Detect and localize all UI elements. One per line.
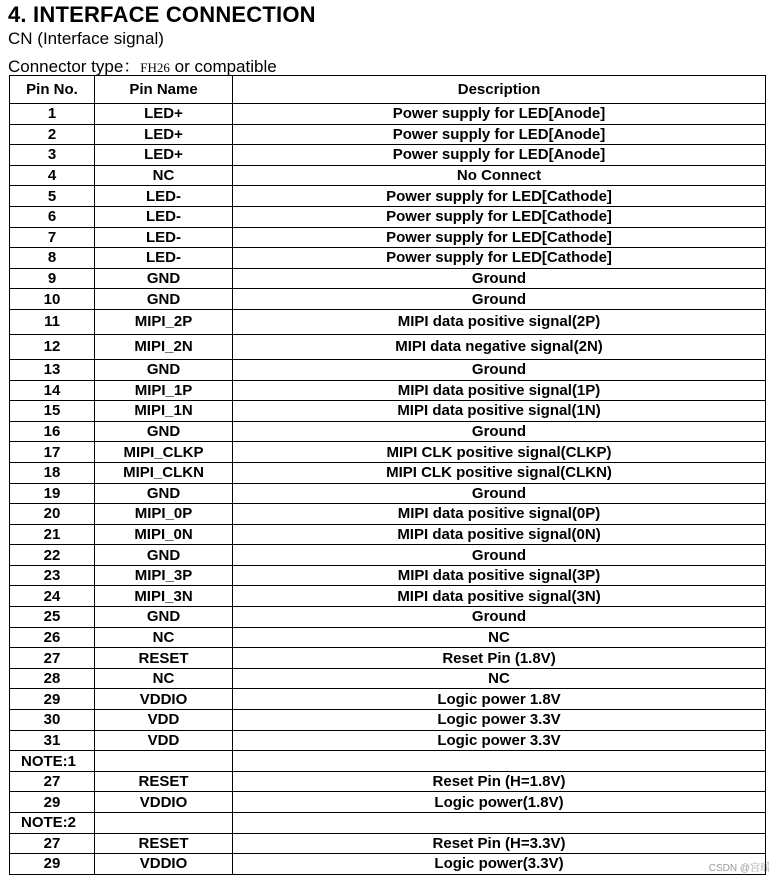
connector-type-label: Connector type： bbox=[8, 57, 141, 76]
pin-name-cell: RESET bbox=[95, 833, 233, 854]
description-cell: Power supply for LED[Cathode] bbox=[233, 227, 766, 248]
pin-number-cell: 7 bbox=[10, 227, 95, 248]
connector-type-suffix: or compatible bbox=[169, 57, 277, 76]
description-cell: Ground bbox=[233, 545, 766, 566]
pin-number-cell: 10 bbox=[10, 289, 95, 310]
table-row bbox=[10, 607, 766, 628]
pin-name-cell: LED+ bbox=[95, 124, 233, 145]
header-pin-name: Pin Name bbox=[95, 76, 233, 104]
description-cell: No Connect bbox=[233, 165, 766, 186]
pin-number-cell: 21 bbox=[10, 524, 95, 545]
table-row bbox=[10, 104, 766, 125]
pin-name-cell: GND bbox=[95, 268, 233, 289]
table-row bbox=[10, 309, 766, 334]
description-cell: NC bbox=[233, 627, 766, 648]
pin-number-cell: 14 bbox=[10, 380, 95, 401]
table-row bbox=[10, 833, 766, 854]
pin-name-cell: MIPI_2P bbox=[95, 309, 233, 334]
note-row bbox=[10, 813, 766, 834]
pin-name-cell: LED- bbox=[95, 186, 233, 207]
pin-name-cell: VDD bbox=[95, 710, 233, 731]
description-cell: Logic power 1.8V bbox=[233, 689, 766, 710]
pin-name-cell: GND bbox=[95, 545, 233, 566]
table-row bbox=[10, 648, 766, 669]
table-row bbox=[10, 289, 766, 310]
pin-name-cell: MIPI_1P bbox=[95, 380, 233, 401]
pin-number-cell: 1 bbox=[10, 104, 95, 125]
table-row bbox=[10, 401, 766, 422]
description-cell: Power supply for LED[Cathode] bbox=[233, 186, 766, 207]
description-cell: MIPI data positive signal(2P) bbox=[233, 309, 766, 334]
pin-number-cell: 19 bbox=[10, 483, 95, 504]
pin-name-cell: VDDIO bbox=[95, 854, 233, 875]
pin-name-cell: MIPI_0P bbox=[95, 504, 233, 525]
table-row bbox=[10, 268, 766, 289]
description-cell: Logic power(3.3V) bbox=[233, 854, 766, 875]
pin-name-cell: LED- bbox=[95, 248, 233, 269]
pin-name-cell: NC bbox=[95, 165, 233, 186]
note-row bbox=[10, 751, 766, 772]
pin-name-cell: LED- bbox=[95, 206, 233, 227]
description-cell: MIPI CLK positive signal(CLKP) bbox=[233, 442, 766, 463]
pin-number-cell: 16 bbox=[10, 421, 95, 442]
description-cell: MIPI data positive signal(0P) bbox=[233, 504, 766, 525]
description-cell: Ground bbox=[233, 359, 766, 380]
watermark: CSDN @宫瑶 bbox=[708, 863, 770, 874]
table-row bbox=[10, 730, 766, 751]
description-cell: Ground bbox=[233, 268, 766, 289]
pin-number-cell: 29 bbox=[10, 689, 95, 710]
table-row bbox=[10, 359, 766, 380]
note-empty-cell bbox=[95, 813, 233, 834]
description-cell: Ground bbox=[233, 483, 766, 504]
pin-name-cell: MIPI_1N bbox=[95, 401, 233, 422]
table-row bbox=[10, 689, 766, 710]
pin-name-cell: VDD bbox=[95, 730, 233, 751]
description-cell: Ground bbox=[233, 289, 766, 310]
pin-name-cell: MIPI_3N bbox=[95, 586, 233, 607]
description-cell: MIPI CLK positive signal(CLKN) bbox=[233, 462, 766, 483]
table-row bbox=[10, 792, 766, 813]
pin-number-cell: 4 bbox=[10, 165, 95, 186]
description-cell: MIPI data negative signal(2N) bbox=[233, 334, 766, 359]
description-cell: Logic power 3.3V bbox=[233, 730, 766, 751]
description-cell: Ground bbox=[233, 607, 766, 628]
table-row bbox=[10, 145, 766, 166]
pin-name-cell: RESET bbox=[95, 771, 233, 792]
description-cell: MIPI data positive signal(1N) bbox=[233, 401, 766, 422]
pin-number-cell: 8 bbox=[10, 248, 95, 269]
pin-number-cell: 6 bbox=[10, 206, 95, 227]
table-row bbox=[10, 854, 766, 875]
table-row bbox=[10, 124, 766, 145]
description-cell: Power supply for LED[Anode] bbox=[233, 124, 766, 145]
description-cell: MIPI data positive signal(3N) bbox=[233, 586, 766, 607]
pin-name-cell: MIPI_0N bbox=[95, 524, 233, 545]
pin-name-cell: NC bbox=[95, 668, 233, 689]
pin-number-cell: 17 bbox=[10, 442, 95, 463]
description-cell: MIPI data positive signal(3P) bbox=[233, 565, 766, 586]
pin-number-cell: 15 bbox=[10, 401, 95, 422]
table-row bbox=[10, 165, 766, 186]
pin-table bbox=[9, 75, 766, 875]
table-row bbox=[10, 380, 766, 401]
pin-name-cell: NC bbox=[95, 627, 233, 648]
pin-name-cell: GND bbox=[95, 421, 233, 442]
pin-number-cell: 29 bbox=[10, 792, 95, 813]
table-row bbox=[10, 627, 766, 648]
table-row bbox=[10, 186, 766, 207]
pin-number-cell: 28 bbox=[10, 668, 95, 689]
description-cell: Power supply for LED[Cathode] bbox=[233, 248, 766, 269]
pin-name-cell: GND bbox=[95, 483, 233, 504]
pin-name-cell: LED+ bbox=[95, 145, 233, 166]
table-row bbox=[10, 565, 766, 586]
pin-number-cell: 26 bbox=[10, 627, 95, 648]
table-row bbox=[10, 421, 766, 442]
pin-number-cell: 18 bbox=[10, 462, 95, 483]
note-empty-cell bbox=[95, 751, 233, 772]
pin-name-cell: GND bbox=[95, 289, 233, 310]
description-cell: Ground bbox=[233, 421, 766, 442]
pin-number-cell: 25 bbox=[10, 607, 95, 628]
table-row bbox=[10, 227, 766, 248]
description-cell: Reset Pin (H=1.8V) bbox=[233, 771, 766, 792]
table-row bbox=[10, 504, 766, 525]
pin-number-cell: 13 bbox=[10, 359, 95, 380]
connector-type bbox=[8, 52, 277, 77]
pin-number-cell: 3 bbox=[10, 145, 95, 166]
pin-name-cell: VDDIO bbox=[95, 689, 233, 710]
table-row bbox=[10, 524, 766, 545]
description-cell: Power supply for LED[Anode] bbox=[233, 145, 766, 166]
pin-name-cell: LED+ bbox=[95, 104, 233, 125]
table-row bbox=[10, 586, 766, 607]
pin-number-cell: 2 bbox=[10, 124, 95, 145]
table-header-row bbox=[10, 76, 766, 104]
pin-number-cell: 31 bbox=[10, 730, 95, 751]
description-cell: Logic power 3.3V bbox=[233, 710, 766, 731]
pin-name-cell: GND bbox=[95, 359, 233, 380]
table-row bbox=[10, 668, 766, 689]
pin-number-cell: 22 bbox=[10, 545, 95, 566]
description-cell: NC bbox=[233, 668, 766, 689]
description-cell: Reset Pin (1.8V) bbox=[233, 648, 766, 669]
note-empty-cell bbox=[233, 751, 766, 772]
pin-number-cell: 20 bbox=[10, 504, 95, 525]
pin-number-cell: 27 bbox=[10, 648, 95, 669]
pin-name-cell: MIPI_3P bbox=[95, 565, 233, 586]
header-description: Description bbox=[233, 76, 766, 104]
pin-number-cell: 27 bbox=[10, 833, 95, 854]
note-empty-cell bbox=[233, 813, 766, 834]
pin-number-cell: 29 bbox=[10, 854, 95, 875]
pin-name-cell: VDDIO bbox=[95, 792, 233, 813]
table-row bbox=[10, 545, 766, 566]
pin-name-cell: MIPI_CLKP bbox=[95, 442, 233, 463]
pin-name-cell: MIPI_CLKN bbox=[95, 462, 233, 483]
description-cell: Power supply for LED[Anode] bbox=[233, 104, 766, 125]
note-label: NOTE:1 bbox=[10, 751, 95, 772]
table-row bbox=[10, 710, 766, 731]
description-cell: Logic power(1.8V) bbox=[233, 792, 766, 813]
section-title: 4. INTERFACE CONNECTION bbox=[8, 2, 316, 27]
description-cell: Power supply for LED[Cathode] bbox=[233, 206, 766, 227]
table-row bbox=[10, 483, 766, 504]
subtitle: CN (Interface signal) bbox=[8, 29, 164, 48]
description-cell: Reset Pin (H=3.3V) bbox=[233, 833, 766, 854]
pin-name-cell: RESET bbox=[95, 648, 233, 669]
table-row bbox=[10, 206, 766, 227]
pin-number-cell: 9 bbox=[10, 268, 95, 289]
description-cell: MIPI data positive signal(1P) bbox=[233, 380, 766, 401]
pin-number-cell: 27 bbox=[10, 771, 95, 792]
note-label: NOTE:2 bbox=[10, 813, 95, 834]
pin-number-cell: 11 bbox=[10, 309, 95, 334]
pin-number-cell: 30 bbox=[10, 710, 95, 731]
pin-number-cell: 23 bbox=[10, 565, 95, 586]
pin-table-body bbox=[10, 104, 766, 875]
pin-number-cell: 5 bbox=[10, 186, 95, 207]
header-pin-no: Pin No. bbox=[10, 76, 95, 104]
connector-type-value: FH26 bbox=[140, 60, 170, 75]
pin-number-cell: 24 bbox=[10, 586, 95, 607]
pin-name-cell: MIPI_2N bbox=[95, 334, 233, 359]
pin-number-cell: 12 bbox=[10, 334, 95, 359]
table-row bbox=[10, 771, 766, 792]
pin-name-cell: GND bbox=[95, 607, 233, 628]
table-row bbox=[10, 248, 766, 269]
description-cell: MIPI data positive signal(0N) bbox=[233, 524, 766, 545]
table-row bbox=[10, 442, 766, 463]
table-row bbox=[10, 462, 766, 483]
pin-name-cell: LED- bbox=[95, 227, 233, 248]
table-row bbox=[10, 334, 766, 359]
